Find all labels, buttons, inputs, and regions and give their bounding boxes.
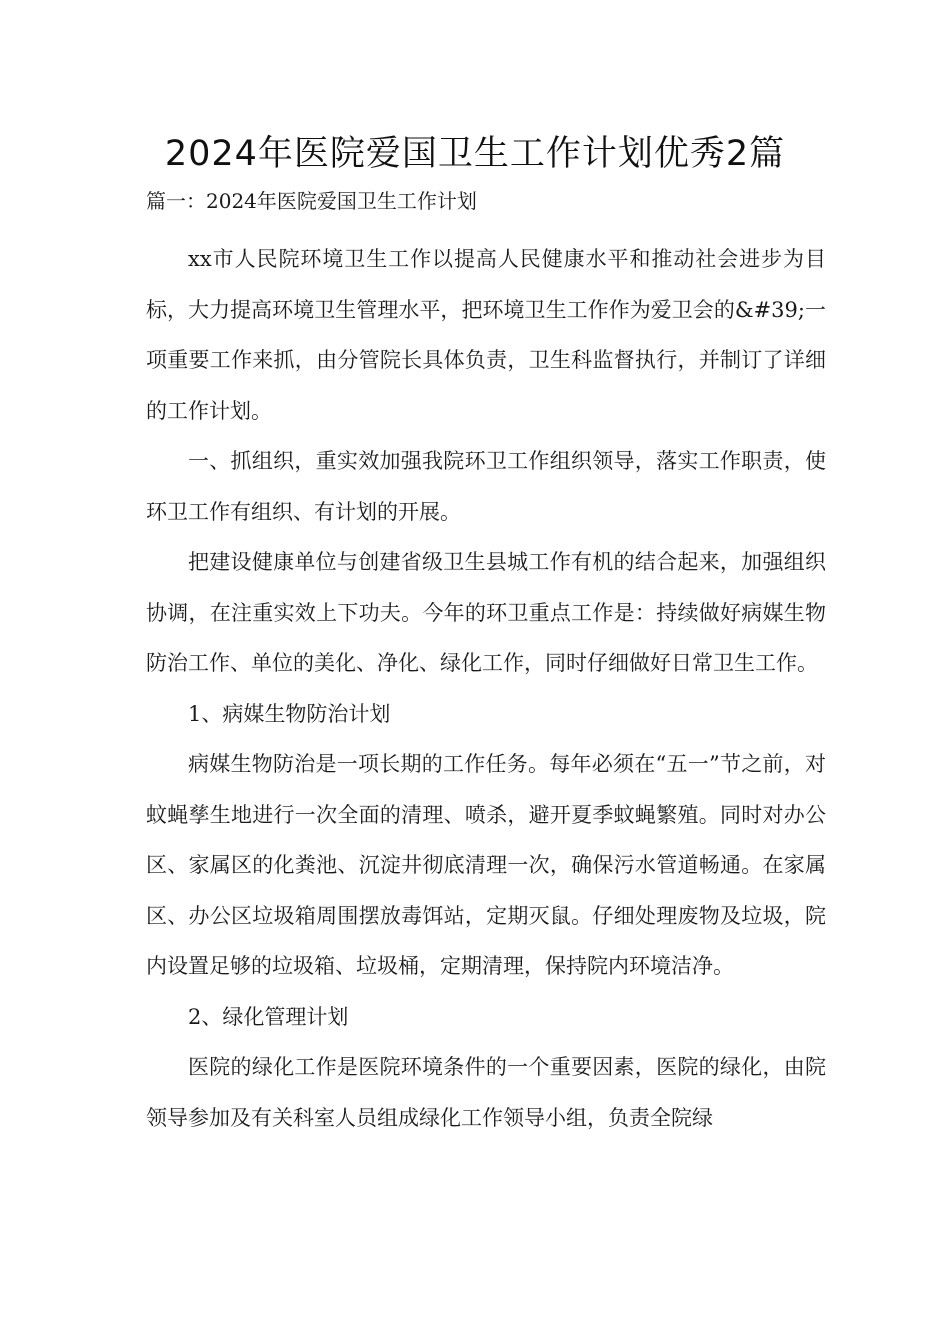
paragraph-intro: xx市人民院环境卫生工作以提高人民健康水平和推动社会进步为目标，大力提高环境卫生管理水平，把环境卫生工作作为爱卫会的&#39;一项重要工作来抓，由分管院长具体负责，卫生科监督执行，并制订了详细的工作计划。 xyxy=(146,247,826,423)
paragraph-coordination: 把建设健康单位与创建省级卫生县城工作有机的结合起来，加强组织协调，在注重实效上下功夫。今年的环卫重点工作是：持续做好病媒生物防治工作、单位的美化、净化、绿化工作，同时仔细做好日常卫生工作。 xyxy=(146,550,826,675)
paragraph-vector-control: 病媒生物防治是一项长期的工作任务。每年必须在“五一”节之前，对蚊蝇孳生地进行一次全面的清理、喷杀，避开夏季蚊蝇繁殖。同时对办公区、家属区的化粪池、沉淀井彻底清理一次，确保污水管道畅通。在家属区、办公区垃圾箱周围摆放毒饵站，定期灭鼠。仔细处理废物及垃圾，院内设置足够的垃圾箱、垃圾桶，定期清理，保持院内环境洁净。 xyxy=(146,752,826,978)
paragraph-greening: 医院的绿化工作是医院环境条件的一个重要因素，医院的绿化，由院领导参加及有关科室人员组成绿化工作领导小组，负责全院绿 xyxy=(146,1055,826,1130)
paragraph-section-one: 一、抓组织，重实效加强我院环卫工作组织领导，落实工作职责，使环卫工作有组织、有计划的开展。 xyxy=(146,449,826,524)
heading-vector-control: 1、病媒生物防治计划 xyxy=(188,701,391,726)
document-title: 2024年医院爱国卫生工作计划优秀2篇 xyxy=(164,134,786,174)
document-subtitle: 篇一：2024年医院爱国卫生工作计划 xyxy=(146,189,477,213)
document-body xyxy=(146,234,826,1143)
heading-greening: 2、绿化管理计划 xyxy=(188,1004,349,1029)
